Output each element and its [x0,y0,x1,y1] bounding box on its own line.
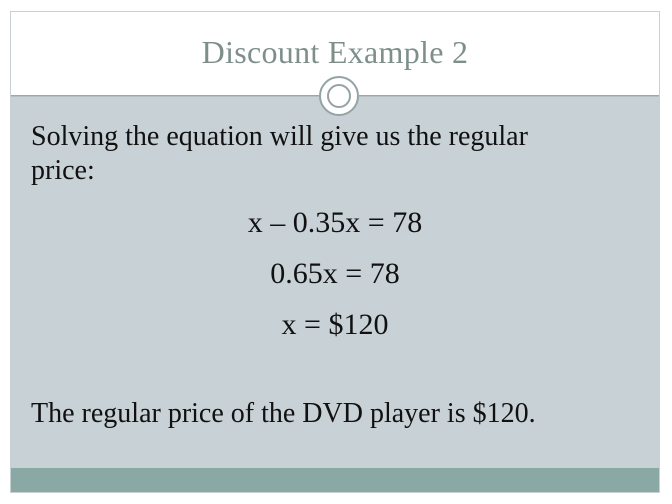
equation-1: x – 0.35x = 78 [247,206,423,239]
intro-text [31,120,631,188]
equation-3: x = $120 [281,308,389,341]
equation-2: 0.65x = 78 [270,257,400,290]
divider-left [11,95,319,96]
footer-bar [11,468,659,492]
intro-line-2: price: [31,155,95,186]
slide-frame [10,11,660,493]
intro-line-1: Solving the equation will give us the regular [31,121,528,152]
divider-right [359,95,660,96]
slide-title: Discount Example 2 [201,34,469,70]
double-circle-ornament-icon [319,76,359,116]
conclusion-text: The regular price of the DVD player is $120. [31,398,536,429]
